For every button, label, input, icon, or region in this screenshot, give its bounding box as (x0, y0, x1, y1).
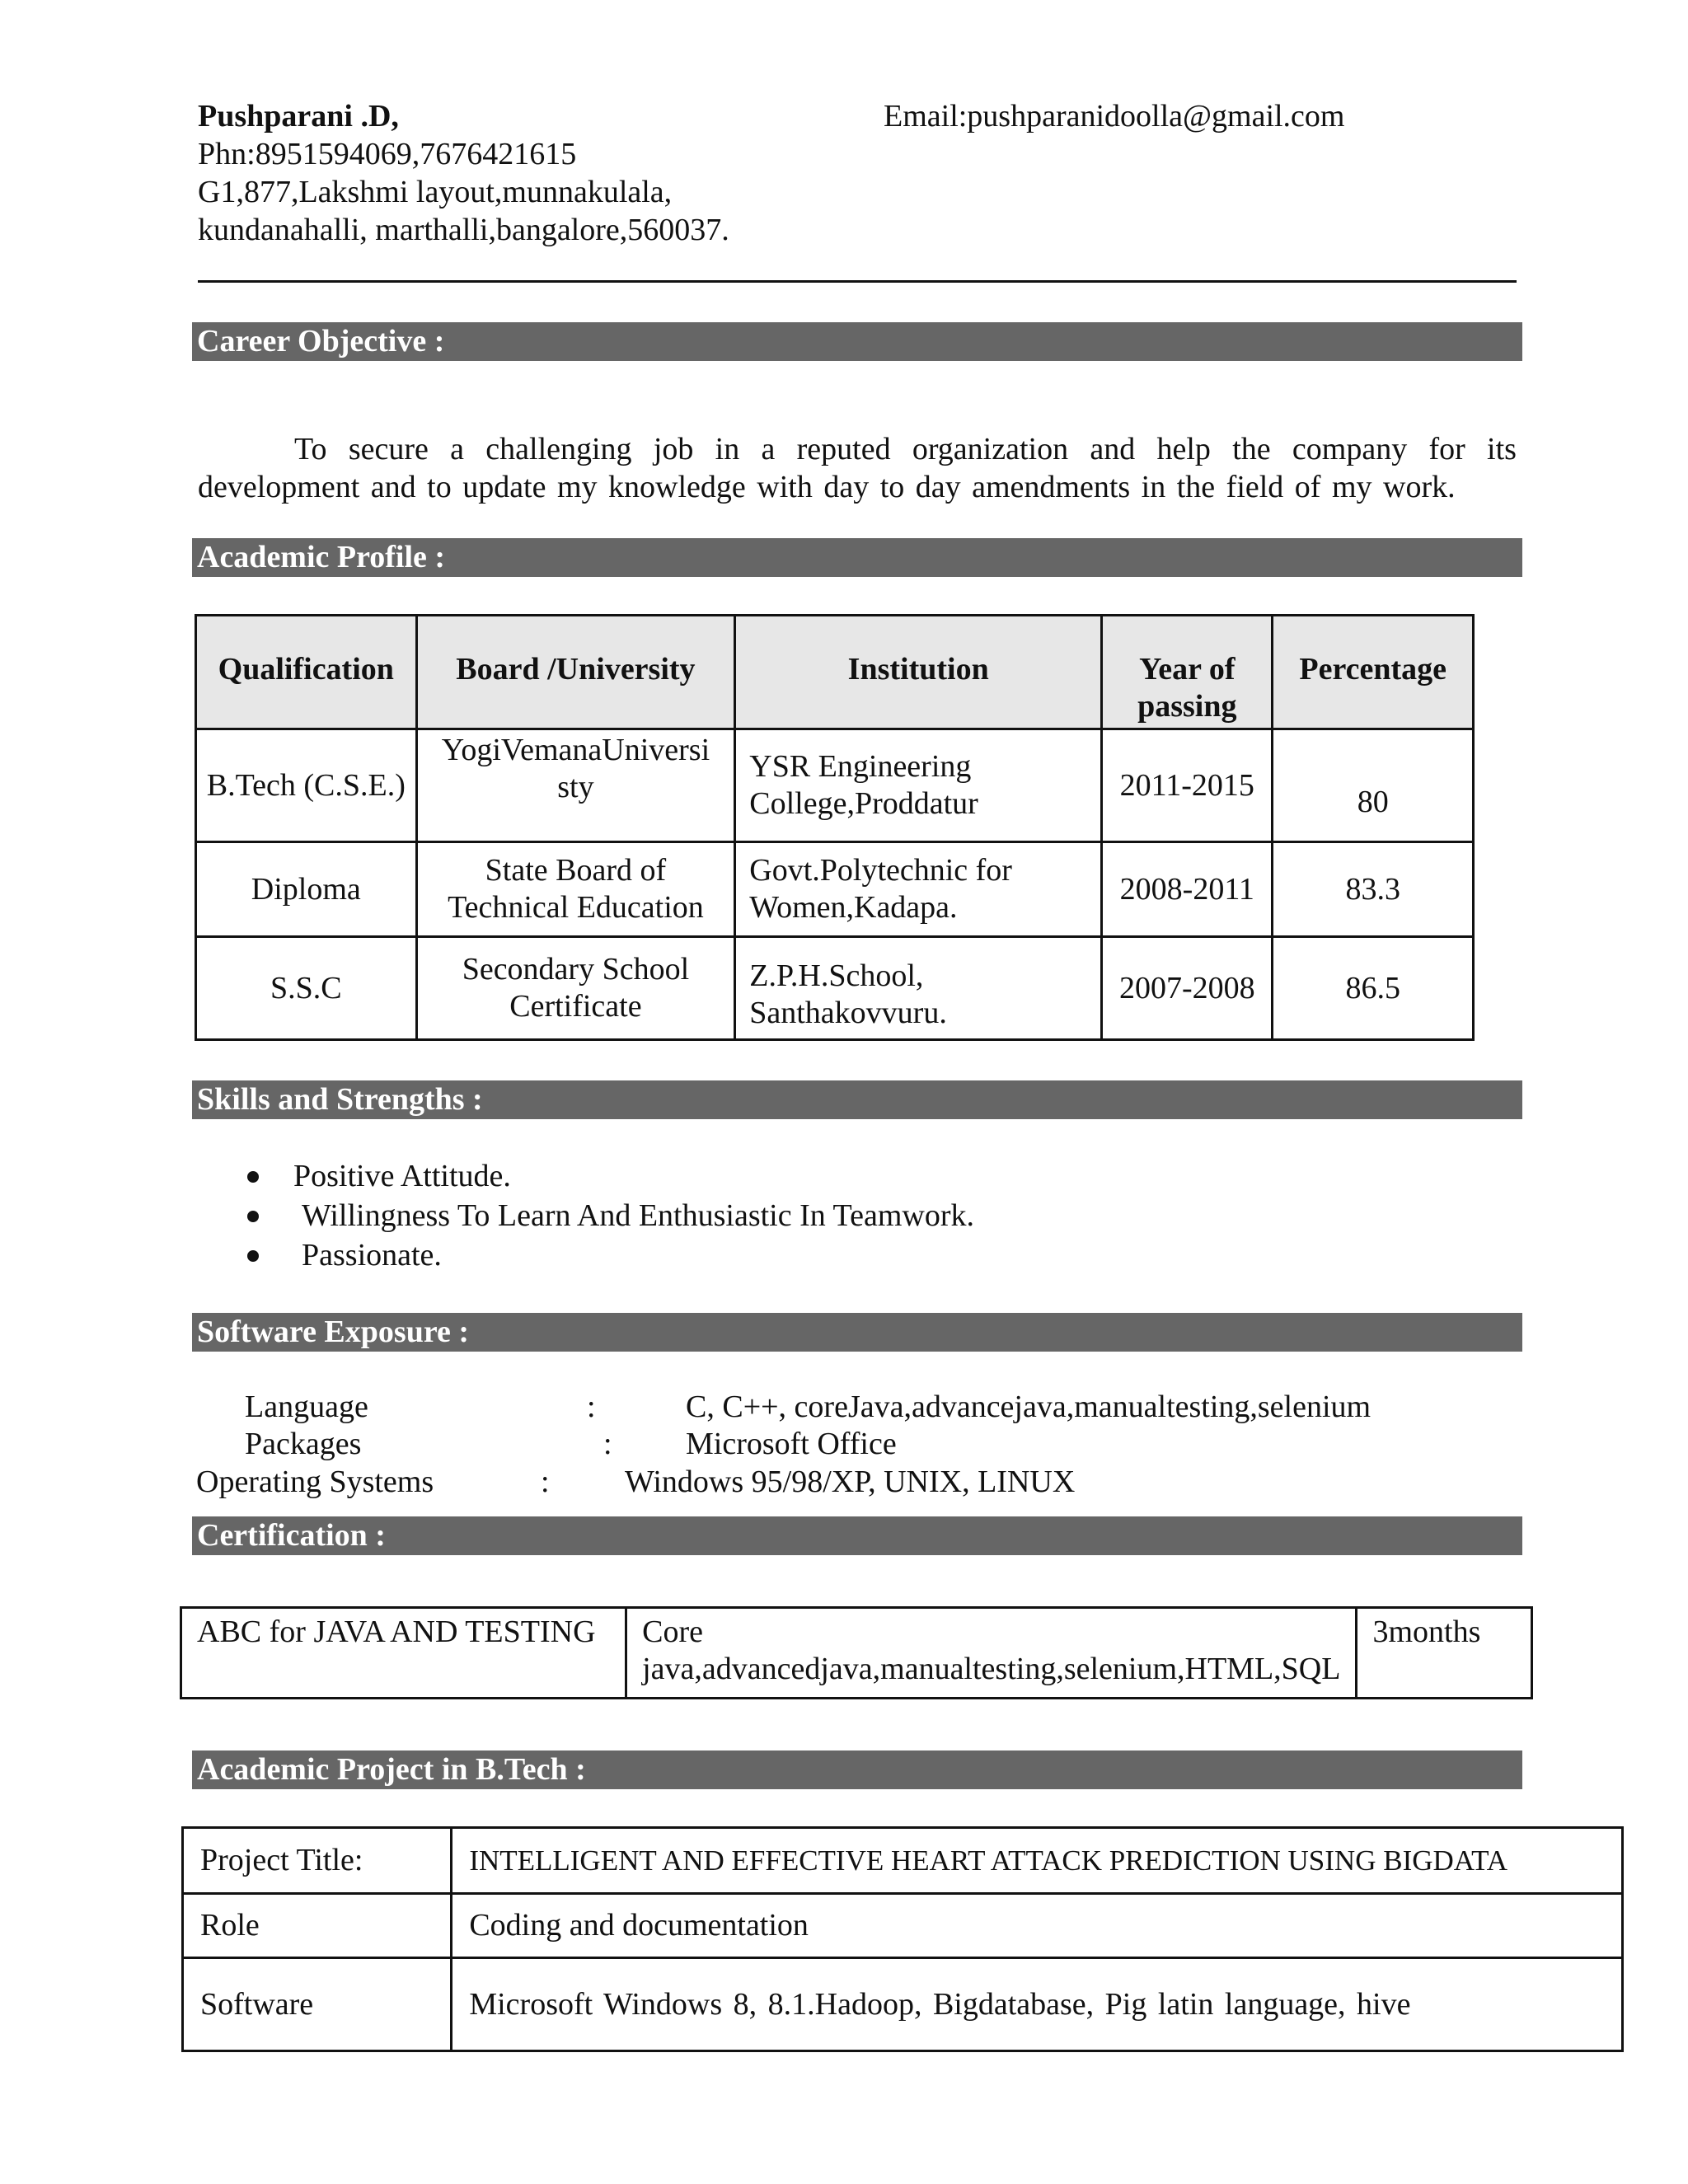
objective-word: the (1232, 432, 1271, 466)
section-skills: Skills and Strengths : (192, 1080, 1522, 1119)
objective-word: a (450, 432, 465, 466)
col-board: Board /University (416, 616, 735, 729)
cell-institution: Govt.Polytechnic for Women,Kadapa. (735, 842, 1102, 937)
project-role-label: Role (183, 1894, 452, 1958)
cell-qualification: S.S.C (196, 937, 417, 1040)
cell-board: YogiVemanaUniversi sty (416, 729, 735, 842)
cell-institution: YSR Engineering College,Proddatur (735, 729, 1102, 842)
objective-line-2: development and to update my knowledge with day to day amendments in the field of my work. (198, 470, 1456, 504)
academic-table (195, 614, 1475, 1041)
project-software-value: Microsoft Windows 8, 8.1.Hadoop, Bigdatabase, Pig latin language, hive (452, 1958, 1623, 2051)
skill-text: Willingness To Learn And Enthusiastic In Teamwork. (302, 1198, 974, 1233)
section-academic-project: Academic Project in B.Tech : (192, 1750, 1522, 1789)
skill-text: Positive Attitude. (293, 1159, 511, 1193)
cell-qualification: B.Tech (C.S.E.) (196, 729, 417, 842)
cell-percentage: 83.3 (1273, 842, 1474, 937)
section-certification: Certification : (192, 1516, 1522, 1555)
address-line-1: G1,877,Lakshmi layout,munnakulala, (198, 175, 673, 209)
project-table (181, 1826, 1624, 2052)
objective-word: reputed (796, 432, 891, 466)
cell-qualification: Diploma (196, 842, 417, 937)
cert-topics-line-1: Core (642, 1615, 703, 1649)
objective-word: a (761, 432, 776, 466)
section-academic-profile: Academic Profile : (192, 538, 1522, 577)
project-software-label: Software (183, 1958, 452, 2051)
cert-duration: 3months (1357, 1608, 1532, 1699)
objective-word: secure (348, 432, 429, 466)
col-year: Year of passing (1102, 616, 1273, 729)
cell-year: 2011-2015 (1102, 729, 1273, 842)
software-sep: : (587, 1390, 596, 1424)
objective-word: challenging (485, 432, 632, 466)
certification-table (180, 1606, 1533, 1699)
objective-word: in (715, 432, 740, 466)
objective-word: job (653, 432, 694, 466)
cert-topics (626, 1608, 1357, 1699)
objective-word: organization (912, 432, 1069, 466)
objective-line-1 (198, 430, 1517, 468)
cell-percentage: 86.5 (1273, 937, 1474, 1040)
project-title-value: INTELLIGENT AND EFFECTIVE HEART ATTACK PREDICTION USING BIGDATA (452, 1828, 1623, 1894)
cell-year: 2008-2011 (1102, 842, 1273, 937)
software-label-packages: Packages (245, 1427, 362, 1461)
address-line-2: kundanahalli, marthalli,bangalore,560037. (198, 213, 729, 247)
software-value-packages: Microsoft Office (686, 1427, 897, 1461)
software-sep: : (541, 1465, 550, 1499)
table-row (196, 937, 1474, 1040)
table-row (183, 1958, 1623, 2051)
col-institution: Institution (735, 616, 1102, 729)
cell-institution: Z.P.H.School, Santhakovvuru. (735, 937, 1102, 1040)
project-title-label: Project Title: (183, 1828, 452, 1894)
bullet-icon (247, 1250, 259, 1262)
col-percentage: Percentage (1273, 616, 1474, 729)
objective-word: To (294, 432, 327, 466)
candidate-name: Pushparani .D, (198, 99, 399, 134)
table-row (196, 842, 1474, 937)
cell-percentage: 80 (1273, 729, 1474, 842)
bullet-icon (247, 1171, 259, 1183)
section-software-exposure: Software Exposure : (192, 1313, 1522, 1352)
skill-text: Passionate. (302, 1238, 442, 1272)
objective-word: help (1156, 432, 1211, 466)
software-value-language: C, C++, coreJava,advancejava,manualtesting,selenium (686, 1390, 1372, 1424)
cell-board: Secondary School Certificate (416, 937, 735, 1040)
table-row (181, 1608, 1532, 1699)
software-sep: : (603, 1427, 612, 1461)
software-label-os: Operating Systems (196, 1465, 434, 1499)
bullet-icon (247, 1211, 259, 1222)
software-value-os: Windows 95/98/XP, UNIX, LINUX (625, 1465, 1076, 1499)
objective-word: company (1292, 432, 1408, 466)
cert-topics-line-2: java,advancedjava,manualtesting,selenium,HTML,SQL (642, 1652, 1341, 1686)
objective-word: its (1487, 432, 1517, 466)
email-text: Email:pushparanidoolla@gmail.com (884, 99, 1345, 134)
col-qualification: Qualification (196, 616, 417, 729)
phone-text: Phn:8951594069,7676421615 (198, 137, 577, 171)
section-career-objective: Career Objective : (192, 322, 1522, 361)
project-role-value: Coding and documentation (452, 1894, 1623, 1958)
academic-header-row (196, 616, 1474, 729)
objective-word: and (1090, 432, 1136, 466)
cell-board: State Board of Technical Education (416, 842, 735, 937)
header-divider (198, 280, 1517, 283)
table-row (196, 729, 1474, 842)
cell-year: 2007-2008 (1102, 937, 1273, 1040)
table-row (183, 1828, 1623, 1894)
cert-name: ABC for JAVA AND TESTING (181, 1608, 626, 1699)
software-label-language: Language (245, 1390, 368, 1424)
table-row (183, 1894, 1623, 1958)
objective-word: for (1428, 432, 1465, 466)
